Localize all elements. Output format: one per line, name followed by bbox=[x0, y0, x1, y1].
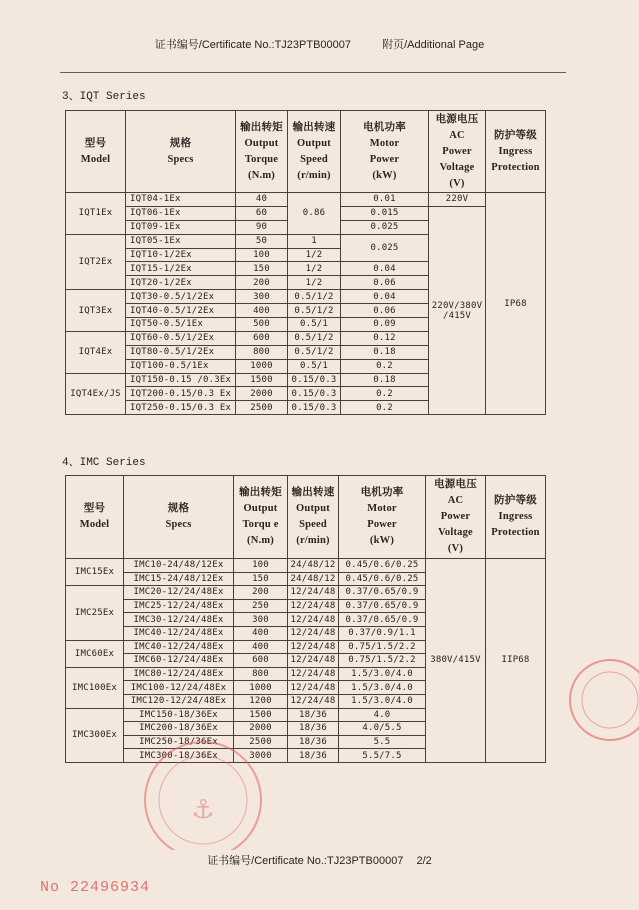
spec-cell: IMC120-12/24/48Ex bbox=[124, 694, 234, 708]
power-cell: 0.75/1.5/2.2 bbox=[339, 654, 426, 668]
power-cell: 0.025 bbox=[341, 234, 429, 262]
spec-cell: IMC20-12/24/48Ex bbox=[124, 586, 234, 600]
header-line: Motor bbox=[367, 503, 397, 514]
header-line: 电源电压 bbox=[434, 479, 477, 490]
section-title-imc: 4、IMC Series bbox=[62, 457, 146, 469]
header-line: (V) bbox=[447, 543, 464, 554]
column-header-torque bbox=[234, 476, 288, 559]
column-header-protection bbox=[486, 111, 546, 193]
model-cell: IQT4Ex bbox=[66, 331, 126, 373]
imc-series-table bbox=[65, 475, 546, 763]
spec-cell: IMC25-12/24/48Ex bbox=[124, 599, 234, 613]
spec-cell: IQT20-1/2Ex bbox=[126, 276, 236, 290]
torque-cell: 400 bbox=[234, 640, 288, 654]
voltage-cell: 220V bbox=[429, 193, 486, 207]
torque-cell: 100 bbox=[236, 248, 288, 262]
speed-cell: 0.15/0.3 bbox=[288, 387, 341, 401]
header-line: Output bbox=[244, 137, 279, 149]
svg-text:⚓: ⚓ bbox=[191, 795, 215, 825]
spec-cell: IQT200-0.15/0.3 Ex bbox=[126, 387, 236, 401]
torque-cell: 1200 bbox=[234, 694, 288, 708]
torque-cell: 150 bbox=[234, 572, 288, 586]
header-line: Output bbox=[296, 503, 330, 514]
protection-cell: IP68 bbox=[486, 193, 546, 415]
header-line: 输出转矩 bbox=[239, 487, 282, 498]
spec-cell: IMC60-12/24/48Ex bbox=[124, 654, 234, 668]
power-cell: 0.025 bbox=[341, 220, 429, 234]
column-header-voltage bbox=[429, 111, 486, 193]
spec-cell: IQT40-0.5/1/2Ex bbox=[126, 304, 236, 318]
header-line: (N.m) bbox=[247, 535, 274, 546]
torque-cell: 500 bbox=[236, 318, 288, 332]
power-cell: 0.01 bbox=[341, 193, 429, 207]
header-line: Voltage bbox=[439, 161, 475, 173]
header-line: Protection bbox=[491, 527, 540, 538]
torque-cell: 150 bbox=[236, 262, 288, 276]
power-cell: 0.06 bbox=[341, 276, 429, 290]
column-header-speed bbox=[288, 111, 341, 193]
model-cell: IQT2Ex bbox=[66, 234, 126, 290]
speed-cell: 12/24/48 bbox=[288, 640, 339, 654]
column-header-protection bbox=[486, 476, 546, 559]
section-title-iqt: 3、IQT Series bbox=[62, 91, 146, 103]
page-footer bbox=[0, 852, 639, 868]
header-line: Output bbox=[297, 137, 331, 149]
power-cell: 0.2 bbox=[341, 387, 429, 401]
speed-cell: 0.5/1 bbox=[288, 359, 341, 373]
voltage-cell: 220V/380V /415V bbox=[429, 206, 486, 414]
model-cell: IMC300Ex bbox=[66, 708, 124, 762]
speed-cell: 12/24/48 bbox=[288, 681, 339, 695]
torque-cell: 600 bbox=[234, 654, 288, 668]
header-line: Torqu e bbox=[242, 519, 279, 530]
power-cell: 0.06 bbox=[341, 304, 429, 318]
column-header-power bbox=[341, 111, 429, 193]
spec-cell: IMC250-18/36Ex bbox=[124, 735, 234, 749]
torque-cell: 90 bbox=[236, 220, 288, 234]
column-header-speed bbox=[288, 476, 339, 559]
torque-cell: 250 bbox=[234, 599, 288, 613]
speed-cell: 1/2 bbox=[288, 276, 341, 290]
header-line: 规格 bbox=[169, 137, 192, 149]
torque-cell: 2000 bbox=[236, 387, 288, 401]
power-cell: 0.37/0.65/0.9 bbox=[339, 599, 426, 613]
voltage-cell: 380V/415V bbox=[426, 559, 486, 763]
speed-cell: 0.15/0.3 bbox=[288, 401, 341, 415]
column-header-torque bbox=[236, 111, 288, 193]
header-line: Protection bbox=[491, 161, 540, 173]
spec-cell: IQT04-1Ex bbox=[126, 193, 236, 207]
model-cell: IMC15Ex bbox=[66, 559, 124, 586]
spec-cell: IQT80-0.5/1/2Ex bbox=[126, 345, 236, 359]
power-cell: 0.45/0.6/0.25 bbox=[339, 559, 426, 573]
torque-cell: 2000 bbox=[234, 722, 288, 736]
torque-cell: 300 bbox=[236, 290, 288, 304]
header-line: Motor bbox=[369, 137, 400, 149]
speed-cell: 18/36 bbox=[288, 708, 339, 722]
header-row bbox=[66, 476, 546, 559]
header-line: 防护等级 bbox=[494, 129, 537, 141]
power-cell: 0.37/0.65/0.9 bbox=[339, 613, 426, 627]
header-line: Power bbox=[369, 153, 400, 165]
model-cell: IMC100Ex bbox=[66, 667, 124, 708]
model-cell: IQT1Ex bbox=[66, 193, 126, 235]
power-cell: 5.5 bbox=[339, 735, 426, 749]
column-header-model bbox=[66, 476, 124, 559]
torque-cell: 200 bbox=[236, 276, 288, 290]
torque-cell: 100 bbox=[234, 559, 288, 573]
speed-cell: 12/24/48 bbox=[288, 694, 339, 708]
header-line: 电机功率 bbox=[363, 121, 406, 133]
torque-cell: 600 bbox=[236, 331, 288, 345]
header-line: 型号 bbox=[83, 503, 106, 514]
power-cell: 0.37/0.9/1.1 bbox=[339, 626, 426, 640]
protection-cell: IIP68 bbox=[486, 559, 546, 763]
model-cell: IMC25Ex bbox=[66, 586, 124, 640]
table-row bbox=[66, 193, 546, 207]
header-line: Model bbox=[80, 153, 111, 165]
speed-cell: 1/2 bbox=[288, 262, 341, 276]
spec-cell: IMC300-18/36Ex bbox=[124, 749, 234, 763]
torque-cell: 50 bbox=[236, 234, 288, 248]
power-cell: 4.0/5.5 bbox=[339, 722, 426, 736]
spec-cell: IQT50-0.5/1Ex bbox=[126, 318, 236, 332]
header-line: 规格 bbox=[167, 503, 190, 514]
header-line: Ingress bbox=[498, 145, 533, 157]
speed-cell: 0.5/1 bbox=[288, 318, 341, 332]
power-cell: 1.5/3.0/4.0 bbox=[339, 694, 426, 708]
header-line: AC bbox=[449, 129, 465, 141]
power-cell: 0.04 bbox=[341, 290, 429, 304]
header-divider bbox=[60, 72, 566, 73]
footer-certificate-number: 证书编号/Certificate No.:TJ23PTB00007 bbox=[207, 855, 404, 867]
certificate-number: 证书编号/Certificate No.:TJ23PTB00007 bbox=[154, 39, 352, 51]
speed-cell: 1/2 bbox=[288, 248, 341, 262]
power-cell: 0.18 bbox=[341, 373, 429, 387]
spec-cell: IQT10-1/2Ex bbox=[126, 248, 236, 262]
speed-cell: 12/24/48 bbox=[288, 626, 339, 640]
torque-cell: 60 bbox=[236, 206, 288, 220]
header-line: (r/min) bbox=[296, 535, 330, 546]
header-line: Torque bbox=[244, 153, 279, 165]
speed-cell: 0.5/1/2 bbox=[288, 304, 341, 318]
spec-cell: IMC100-12/24/48Ex bbox=[124, 681, 234, 695]
speed-cell: 1 bbox=[288, 234, 341, 248]
header-line: 输出转矩 bbox=[240, 121, 283, 133]
torque-cell: 1500 bbox=[234, 708, 288, 722]
column-header-power bbox=[339, 476, 426, 559]
spec-cell: IMC150-18/36Ex bbox=[124, 708, 234, 722]
speed-cell: 18/36 bbox=[288, 749, 339, 763]
power-cell: 4.0 bbox=[339, 708, 426, 722]
power-cell: 0.09 bbox=[341, 318, 429, 332]
header-line: (kW) bbox=[372, 169, 397, 181]
page-number: 2/2 bbox=[416, 855, 432, 867]
speed-cell: 24/48/12 bbox=[288, 572, 339, 586]
spec-cell: IQT60-0.5/1/2Ex bbox=[126, 331, 236, 345]
ccs-stamp-edge bbox=[560, 655, 639, 750]
speed-cell: 18/36 bbox=[288, 735, 339, 749]
speed-cell: 12/24/48 bbox=[288, 586, 339, 600]
torque-cell: 2500 bbox=[234, 735, 288, 749]
torque-cell: 2500 bbox=[236, 401, 288, 415]
torque-cell: 40 bbox=[236, 193, 288, 207]
header-line: 输出转速 bbox=[291, 487, 335, 498]
header-line: Voltage bbox=[438, 527, 473, 538]
torque-cell: 1000 bbox=[234, 681, 288, 695]
torque-cell: 400 bbox=[236, 304, 288, 318]
torque-cell: 1500 bbox=[236, 373, 288, 387]
header-line: Specs bbox=[165, 519, 192, 530]
spec-cell: IMC30-12/24/48Ex bbox=[124, 613, 234, 627]
column-header-specs bbox=[126, 111, 236, 193]
column-header-voltage bbox=[426, 476, 486, 559]
power-cell: 0.04 bbox=[341, 262, 429, 276]
power-cell: 1.5/3.0/4.0 bbox=[339, 681, 426, 695]
header-line: (r/min) bbox=[297, 169, 331, 181]
speed-cell: 12/24/48 bbox=[288, 654, 339, 668]
spec-cell: IMC10-24/48/12Ex bbox=[124, 559, 234, 573]
header-line: Ingress bbox=[498, 511, 533, 522]
power-cell: 0.12 bbox=[341, 331, 429, 345]
power-cell: 0.18 bbox=[341, 345, 429, 359]
header-line: Model bbox=[79, 519, 110, 530]
power-cell: 0.75/1.5/2.2 bbox=[339, 640, 426, 654]
header-line: AC bbox=[447, 495, 464, 506]
power-cell: 5.5/7.5 bbox=[339, 749, 426, 763]
torque-cell: 3000 bbox=[234, 749, 288, 763]
speed-cell: 18/36 bbox=[288, 722, 339, 736]
speed-cell: 12/24/48 bbox=[288, 613, 339, 627]
torque-cell: 1000 bbox=[236, 359, 288, 373]
spec-cell: IMC200-18/36Ex bbox=[124, 722, 234, 736]
header-line: 输出转速 bbox=[292, 121, 336, 133]
spec-cell: IQT150-0.15 /0.3Ex bbox=[126, 373, 236, 387]
column-header-model bbox=[66, 111, 126, 193]
header-line: Output bbox=[243, 503, 278, 514]
header-line: 电源电压 bbox=[435, 113, 479, 125]
torque-cell: 800 bbox=[234, 667, 288, 681]
spec-cell: IQT06-1Ex bbox=[126, 206, 236, 220]
header-line: Specs bbox=[167, 153, 194, 165]
header-line: Power bbox=[440, 511, 471, 522]
header-line: Power bbox=[367, 519, 397, 530]
power-cell: 0.2 bbox=[341, 359, 429, 373]
spec-cell: IMC40-12/24/48Ex bbox=[124, 640, 234, 654]
spec-cell: IQT100-0.5/1Ex bbox=[126, 359, 236, 373]
spec-cell: IMC15-24/48/12Ex bbox=[124, 572, 234, 586]
header-line: (N.m) bbox=[248, 169, 275, 181]
speed-cell: 12/24/48 bbox=[288, 667, 339, 681]
header-row bbox=[66, 111, 546, 193]
spec-cell: IQT30-0.5/1/2Ex bbox=[126, 290, 236, 304]
speed-cell: 0.5/1/2 bbox=[288, 290, 341, 304]
header-line: (kW) bbox=[369, 535, 395, 546]
model-cell: IQT4Ex/JS bbox=[66, 373, 126, 415]
header-line: (V) bbox=[449, 177, 465, 189]
spec-cell: IQT09-1Ex bbox=[126, 220, 236, 234]
speed-cell: 0.5/1/2 bbox=[288, 331, 341, 345]
spec-cell: IQT05-1Ex bbox=[126, 234, 236, 248]
spec-cell: IQT250-0.15/0.3 Ex bbox=[126, 401, 236, 415]
spec-cell: IQT15-1/2Ex bbox=[126, 262, 236, 276]
torque-cell: 800 bbox=[236, 345, 288, 359]
speed-cell: 12/24/48 bbox=[288, 599, 339, 613]
power-cell: 1.5/3.0/4.0 bbox=[339, 667, 426, 681]
additional-page-label: 附页/Additional Page bbox=[382, 39, 485, 51]
table-row bbox=[66, 559, 546, 573]
spec-cell: IMC80-12/24/48Ex bbox=[124, 667, 234, 681]
serial-number: No 22496934 bbox=[40, 879, 151, 896]
header-line: Speed bbox=[300, 153, 328, 165]
power-cell: 0.37/0.65/0.9 bbox=[339, 586, 426, 600]
page-header bbox=[0, 36, 639, 52]
column-header-specs bbox=[124, 476, 234, 559]
model-cell: IMC60Ex bbox=[66, 640, 124, 667]
speed-cell: 0.5/1/2 bbox=[288, 345, 341, 359]
model-cell: IQT3Ex bbox=[66, 290, 126, 332]
header-line: Speed bbox=[299, 519, 327, 530]
power-cell: 0.2 bbox=[341, 401, 429, 415]
speed-cell: 0.86 bbox=[288, 193, 341, 235]
speed-cell: 24/48/12 bbox=[288, 559, 339, 573]
iqt-series-table bbox=[65, 110, 546, 415]
header-line: 型号 bbox=[84, 137, 107, 149]
power-cell: 0.015 bbox=[341, 206, 429, 220]
torque-cell: 400 bbox=[234, 626, 288, 640]
header-line: 防护等级 bbox=[494, 495, 537, 506]
header-line: Power bbox=[442, 145, 472, 157]
torque-cell: 300 bbox=[234, 613, 288, 627]
speed-cell: 0.15/0.3 bbox=[288, 373, 341, 387]
power-cell: 0.45/0.6/0.25 bbox=[339, 572, 426, 586]
spec-cell: IMC40-12/24/48Ex bbox=[124, 626, 234, 640]
header-line: 电机功率 bbox=[360, 487, 404, 498]
torque-cell: 200 bbox=[234, 586, 288, 600]
